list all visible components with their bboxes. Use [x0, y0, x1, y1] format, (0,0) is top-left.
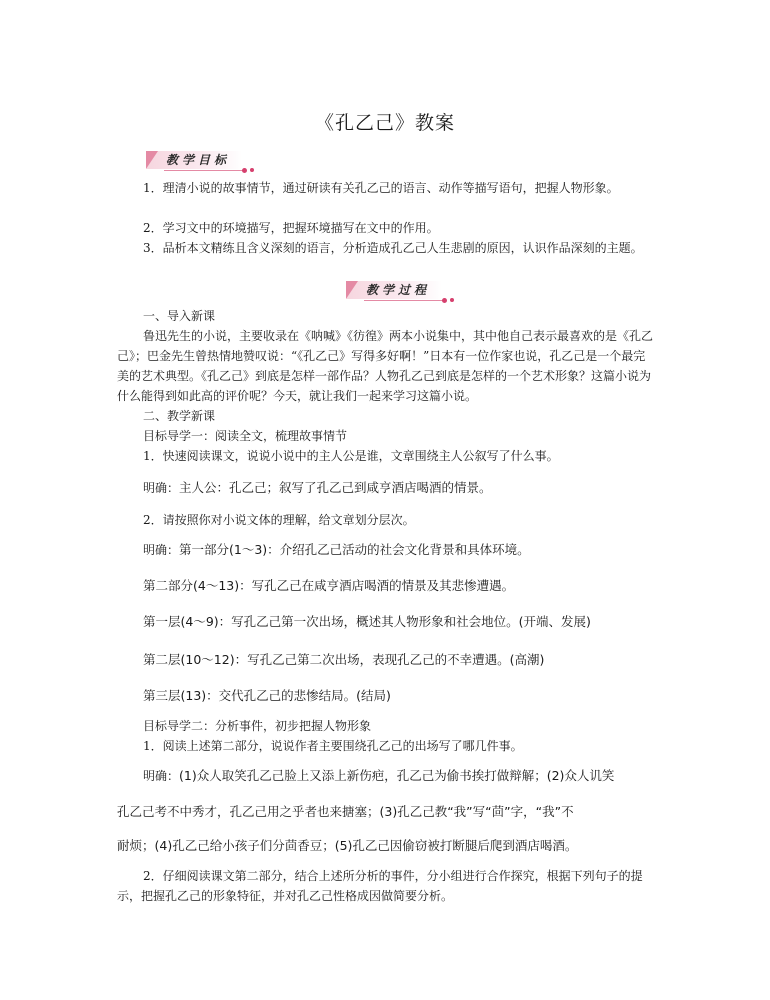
section-badge-process: [346, 281, 456, 303]
badge-corner: [146, 151, 158, 169]
badge-dot: [250, 168, 254, 172]
goal-item-2: 2．学习文中的环境描写，把握环境描写在文中的作用。: [143, 221, 439, 235]
question-1: 1．快速阅读课文，说说小说中的主人公是谁，文章围绕主人公叙写了什么事。: [143, 449, 559, 463]
answer-5: [143, 650, 663, 670]
answer-7-line-2: [117, 802, 667, 822]
answer-label: 明确：: [143, 769, 180, 783]
page-title: 《孔乙己》教案: [314, 112, 455, 134]
badge-label: 教学过程: [366, 283, 431, 297]
question-2: 2．请按照你对小说文体的理解，给文章划分层次。: [143, 513, 415, 527]
badge-corner: [346, 281, 358, 299]
badge-dot: [450, 298, 454, 302]
answer-1: [143, 478, 663, 498]
answer-6: [143, 686, 663, 706]
answer-7-line-1: [143, 766, 663, 786]
answer-label: 明确：: [143, 481, 180, 495]
answer-label: 明确：: [143, 543, 180, 557]
answer-text: 主人公：孔乙己；叙写了孔乙己到咸亨酒店喝酒的情景。: [179, 480, 492, 495]
answer-text: 孔乙己考不中秀才，孔乙己用之乎者也来搪塞；(3)孔乙己教“我”写“茴”字，“我”不: [117, 804, 574, 819]
answer-text: 第三层(13)：交代孔乙己的悲惨结局。(结局): [143, 688, 391, 703]
answer-7-line-3: [117, 836, 667, 856]
goal-heading-1: 目标导学一：阅读全文，梳理故事情节: [143, 429, 348, 443]
badge-dot: [442, 298, 447, 303]
intro-paragraph: 鲁迅先生的小说，主要收录在《呐喊》《彷徨》两本小说集中，其中他自己表示最喜欢的是《孔乙己》；巴金先生曾热情地赞叹说：“《孔乙己》写得多好啊！”日本有一位作家也说，孔乙己是一个最完美的艺术典型。《孔乙己》到底是怎样一部作品？人物孔乙己到底是怎样的一个艺术形象？这篇小说为什么能得到如此高的评价呢？今天，就让我们一起来学习这篇小说。: [117, 329, 654, 403]
badge-label: 教学目标: [166, 153, 231, 167]
answer-2: [143, 540, 663, 560]
answer-4: [143, 612, 663, 632]
badge-underline: [164, 170, 246, 171]
question-3: 1．阅读上述第二部分，说说作者主要围绕孔乙己的出场写了哪几件事。: [143, 739, 523, 753]
badge-underline: [364, 300, 446, 301]
badge-dot: [242, 168, 247, 173]
answer-text: 耐烦；(4)孔乙己给小孩子们分茴香豆；(5)孔乙己因偷窃被打断腿后爬到酒店喝酒。: [117, 838, 578, 853]
goal-item-1: 1．理清小说的故事情节，通过研读有关孔乙己的语言、动作等描写语句，把握人物形象。: [143, 181, 619, 195]
answer-3: [143, 576, 663, 596]
answer-text: 第一部分(1～3)：介绍孔乙己活动的社会文化背景和具体环境。: [179, 542, 530, 557]
answer-text: (1)众人取笑孔乙己脸上又添上新伤疤，孔乙己为偷书挨打做辩解；(2)众人讥笑: [179, 768, 615, 783]
answer-text: 第一层(4～9)：写孔乙己第一次出场，概述其人物形象和社会地位。(开端、发展): [143, 614, 591, 629]
section-badge-goals: [146, 151, 256, 173]
answer-text: 第二层(10～12)：写孔乙己第二次出场，表现孔乙己的不幸遭遇。(高潮): [143, 652, 545, 667]
section-heading-1: 一、导入新课: [143, 309, 216, 323]
section-heading-2: 二、教学新课: [143, 409, 216, 423]
question-4: 2．仔细阅读课文第二部分，结合上述所分析的事件，分小组进行合作探究，根据下列句子的提示，把握孔乙己的形象特征，并对孔乙己性格成因做简要分析。: [117, 869, 643, 903]
answer-text: 第二部分(4～13)：写孔乙己在咸亨酒店喝酒的情景及其悲惨遭遇。: [143, 578, 515, 593]
goal-item-3: 3．品析本文精练且含义深刻的语言，分析造成孔乙己人生悲剧的原因，认识作品深刻的主题。: [143, 241, 643, 255]
goal-heading-2: 目标导学二：分析事件，初步把握人物形象: [143, 719, 372, 733]
